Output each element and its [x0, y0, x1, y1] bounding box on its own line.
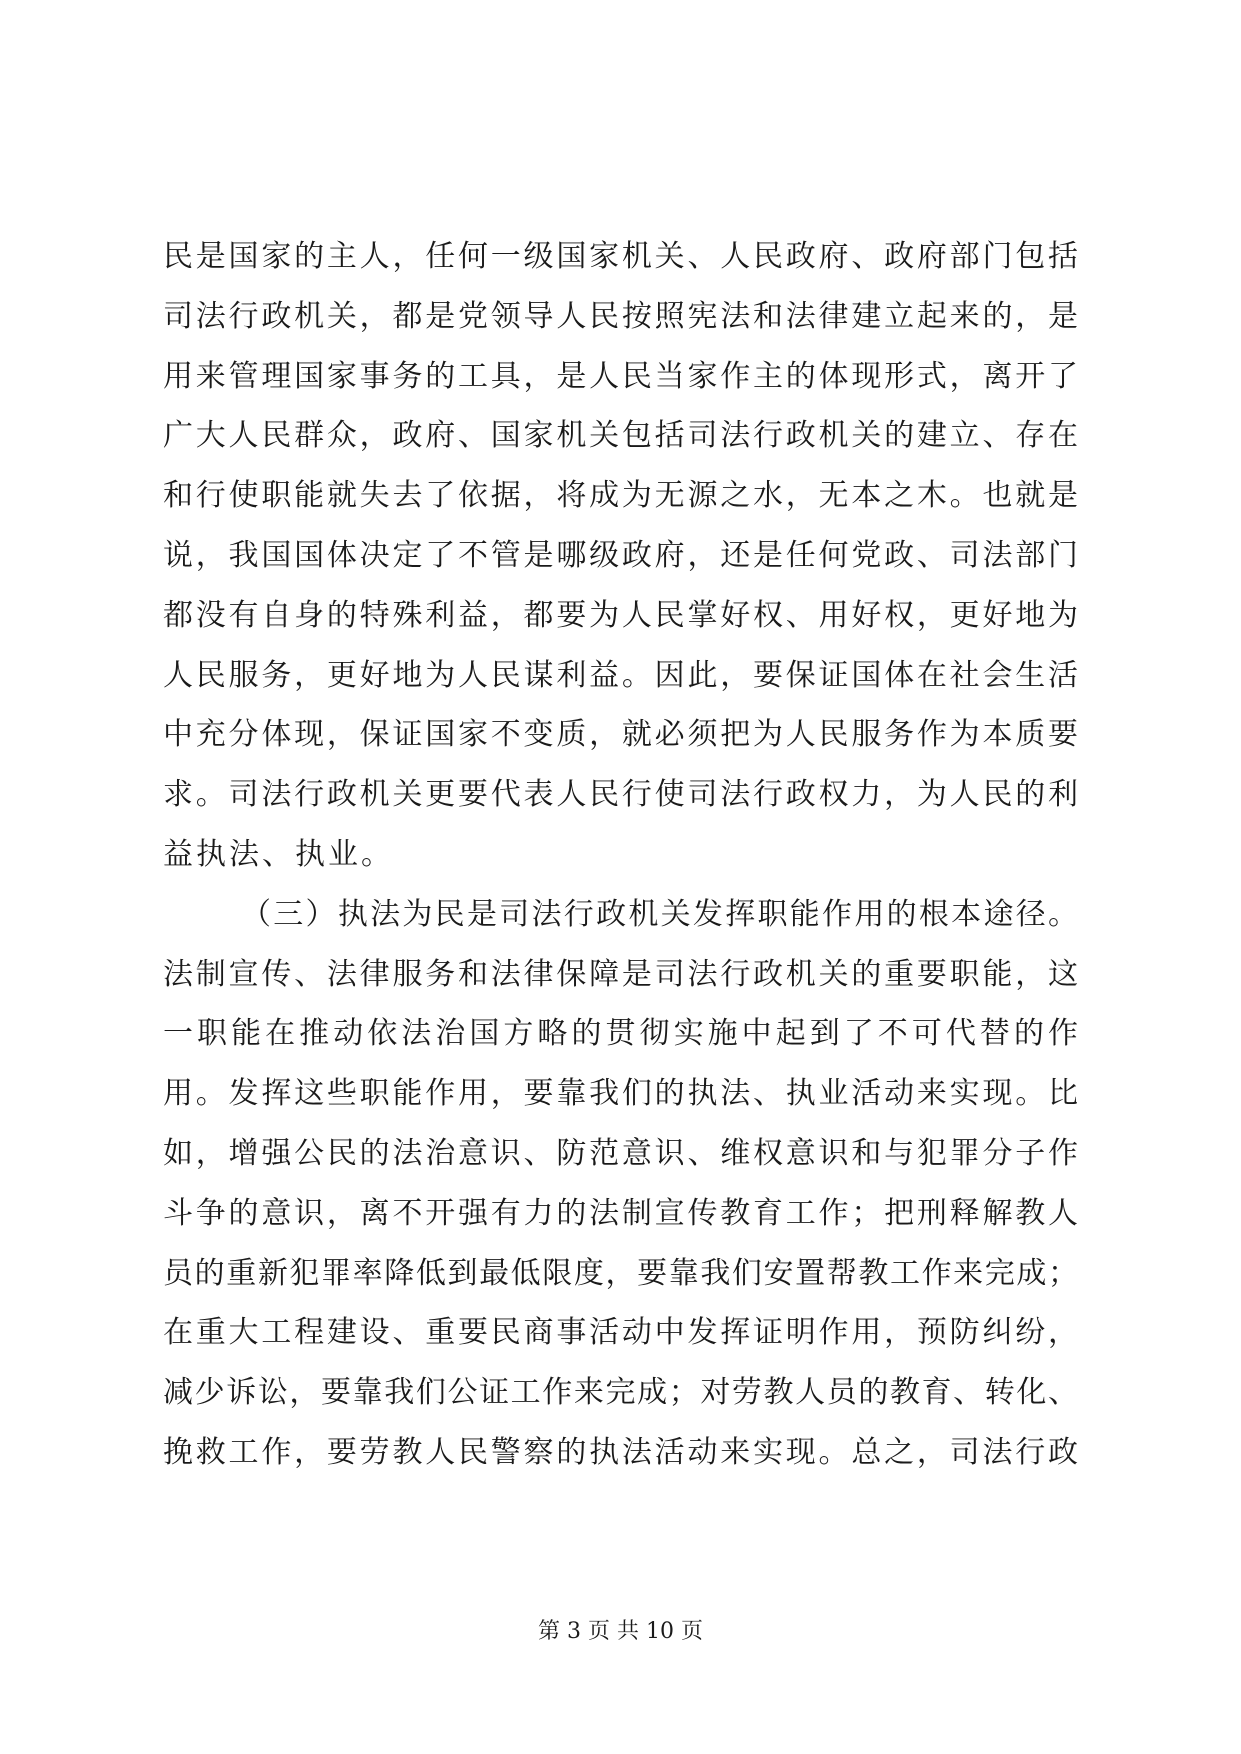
text-line: 求。司法行政机关更要代表人民行使司法行政权力，为人民的利: [163, 777, 1078, 813]
body-text: [163, 227, 1078, 1483]
text-line: 用。发挥这些职能作用，要靠我们的执法、执业活动来实现。比: [163, 1076, 1078, 1112]
text-line: 和行使职能就失去了依据，将成为无源之水，无本之木。也就是: [163, 478, 1078, 514]
section-heading-line: （三）执法为民是司法行政机关发挥职能作用的根本途径。: [241, 896, 1078, 932]
text-line: 法制宣传、法律服务和法律保障是司法行政机关的重要职能，这: [163, 956, 1078, 992]
text-line: 说，我国国体决定了不管是哪级政府，还是任何党政、司法部门: [163, 537, 1078, 573]
text-line: 在重大工程建设、重要民商事活动中发挥证明作用，预防纠纷，: [163, 1315, 1078, 1351]
text-line: 人民服务，更好地为人民谋利益。因此，要保证国体在社会生活: [163, 657, 1078, 693]
text-line: 员的重新犯罪率降低到最低限度，要靠我们安置帮教工作来完成；: [163, 1255, 1078, 1291]
text-line: 如，增强公民的法治意识、防范意识、维权意识和与犯罪分子作: [163, 1135, 1078, 1171]
text-line: 益执法、执业。: [163, 836, 394, 872]
text-line: 一职能在推动依法治国方略的贯彻实施中起到了不可代替的作: [163, 1016, 1078, 1052]
page-footer: 第 3 页 共 10 页: [538, 1619, 703, 1644]
text-line: 民是国家的主人，任何一级国家机关、人民政府、政府部门包括: [163, 239, 1078, 274]
text-line: 中充分体现，保证国家不变质，就必须把为人民服务作为本质要: [163, 717, 1078, 753]
text-line: 减少诉讼，要靠我们公证工作来完成；对劳教人员的教育、转化、: [163, 1375, 1078, 1411]
text-line: 都没有自身的特殊利益，都要为人民掌好权、用好权，更好地为: [163, 597, 1078, 633]
text-line: 斗争的意识，离不开强有力的法制宣传教育工作；把刑释解教人: [163, 1195, 1078, 1231]
text-line: 广大人民群众，政府、国家机关包括司法行政机关的建立、存在: [163, 418, 1078, 454]
text-line: 司法行政机关，都是党领导人民按照宪法和法律建立起来的，是: [163, 298, 1078, 334]
text-line: 用来管理国家事务的工具，是人民当家作主的体现形式，离开了: [163, 358, 1078, 394]
text-line: 挽救工作，要劳教人民警察的执法活动来实现。总之，司法行政: [163, 1434, 1078, 1470]
